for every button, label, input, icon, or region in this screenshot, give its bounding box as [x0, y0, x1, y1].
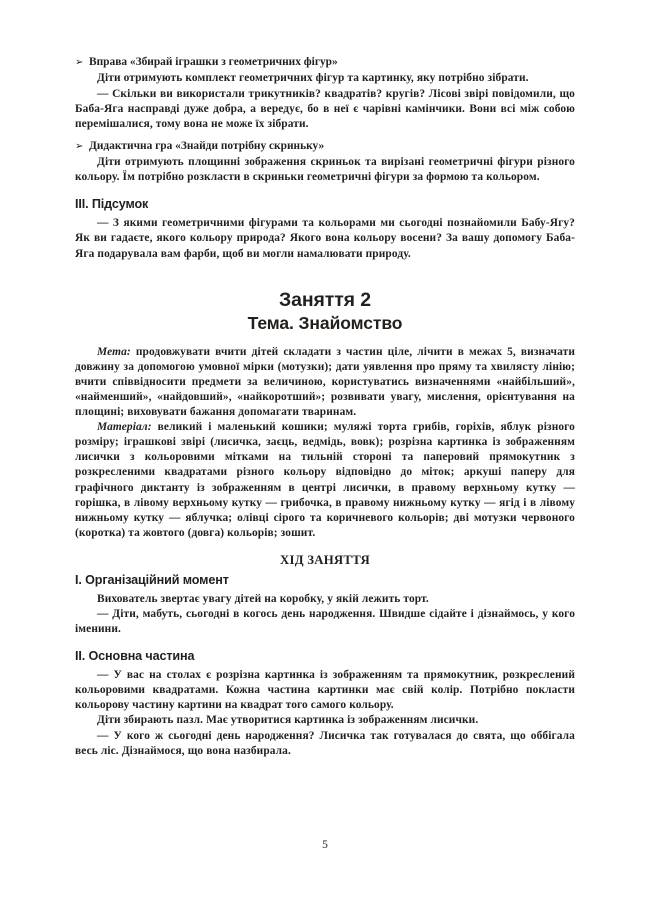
bullet-arrow-icon: ➢ [75, 57, 84, 68]
section-heading-summary: III. Підсумок [75, 197, 149, 212]
material-paragraph [75, 420, 575, 541]
aim-text: продовжувати вчити дітей складати з частин ціле, лічити в межах 5, визначати довжину за допомогою умовної мірки (мотузки); дати уявлення про пряму та хвилясту лінію; вчити співвідносити предмети за величиною, користуватись визначеннями «найбільший», «найменший», «найдовший», «найкоротший»; розвивати увагу, мислення, орієнтування на площині; виховувати бажання допомагати тваринам. [75, 345, 575, 419]
spacer [75, 132, 575, 139]
lesson-title-block [75, 288, 575, 334]
exercise-heading [75, 55, 575, 70]
aim-label: Мета: [97, 345, 131, 358]
bullet-arrow-icon: ➢ [75, 140, 84, 152]
material-text: великий і маленький кошики; муляжі торта грибів, горіхів, яблук різного розміру; іграшкові звірі (лисичка, заєць, ведмідь, вовк); розрізна картинка із зображенням лисички з кольоровими мітками на тильній стороні та паперовий прямокутник з розкресленими квадратами різного кольору відповідно до міток; аркуші паперу для графічного диктанту із зображенням в центрі лисички, в правому верхньому кутку — горішка, в лівому верхньому кутку — грибочка, в правому нижньому кутку — ягід і в лівому нижньому кутку — яблучка; олівці сірого та коричневого кольорів; дві мотузки червоного (коротка) та жовтого (довга) кольорів; зошит. [75, 421, 575, 539]
spacer [75, 334, 575, 345]
exercise-paragraph-1: Діти отримують комплект геометричних фігур та картинку, яку потрібно зібрати. [97, 72, 529, 85]
lesson-topic-title: Тема. Знайомство [247, 312, 403, 333]
didactic-game-paragraph: Діти отримують площинні зображення скриньок та вирізані геометричні фігури різного кольору. Їм потрібно розкласти в скриньки геометричні фігури за формою та кольором. [75, 156, 575, 184]
material-label: Матеріал: [97, 421, 152, 434]
lesson-number-title: Заняття 2 [278, 288, 372, 311]
part-2-paragraph-3: — У кого ж сьогодні день народження? Лисичка так готувалася до свята, що оббігала весь ліс. Дізнаймося, що вона назбирала. [75, 729, 575, 757]
didactic-game-heading-text: Дидактична гра «Знайди потрібну скриньку» [89, 139, 325, 152]
exercise-paragraph-2: — Скільки ви використали трикутників? квадратів? кругів? Лісові звірі повідомили, що Баба-Яга насправді дуже добра, а вередує, бо в неї є чарівні камінчики. Вони всі між собою перемішалися, тому вона не може їх зібрати. [75, 87, 575, 130]
part-1-paragraph-1: Вихователь звертає увагу дітей на коробку, у якій лежить торт. [97, 592, 429, 605]
part-2-paragraph-1: — У вас на столах є розрізна картинка із зображенням та прямокутник, розкреслений кольоровими квадратами. Кожна частина картинки має свій колір. Потрібно покласти кольорову частину картини на квадрат того самого кольору. [75, 669, 575, 712]
part-2-paragraph-2: Діти збирають пазл. Має утворитися картинка із зображенням лисички. [97, 714, 479, 727]
page-content [75, 55, 575, 759]
summary-paragraph: — З якими геометричними фігурами та кольорами ми сьогодні познайомили Бабу-Ягу? Як ви гадаєте, якого кольору природа? Якого вона кольору восени? За вашу допомогу Баба-Яга подарувала вам фарби, щоб ви могли намалювати природу. [75, 217, 575, 260]
spacer [75, 185, 575, 196]
page-number: 5 [322, 839, 328, 851]
exercise-heading-text: Вправа «Збирай іграшки з геометричних фігур» [89, 56, 338, 68]
course-of-lesson-heading: ХІД ЗАНЯТТЯ [279, 552, 371, 567]
spacer [75, 262, 575, 288]
spacer [75, 637, 575, 648]
aim-paragraph [75, 345, 575, 420]
didactic-game-heading [75, 139, 575, 154]
section-heading-part-1: I. Організаційний момент [75, 572, 229, 587]
section-heading-part-2: II. Основна частина [75, 649, 195, 664]
part-1-paragraph-2: — Діти, мабуть, сьогодні в когось день народження. Швидше сідайте і дізнаймось, у кого іменини. [75, 607, 575, 636]
spacer [75, 541, 575, 552]
